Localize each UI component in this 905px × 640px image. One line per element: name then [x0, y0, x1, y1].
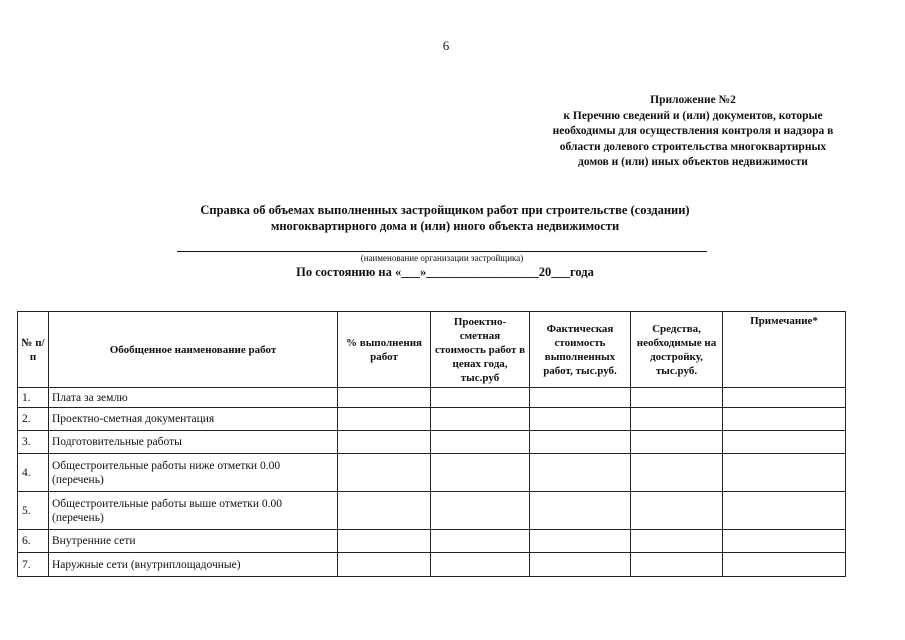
works-table: [17, 311, 846, 577]
row-work-name: Общестроительные работы выше отметки 0.00 (перечень): [49, 492, 338, 530]
cell-percent: [338, 408, 431, 431]
cell-note: [723, 388, 846, 408]
table-row: [18, 431, 846, 454]
cell-actual: [530, 431, 631, 454]
row-work-name: Внутренние сети: [49, 530, 338, 553]
row-number: 5.: [18, 492, 49, 530]
table-row: [18, 553, 846, 577]
table-row: [18, 492, 846, 530]
row-number: 7.: [18, 553, 49, 577]
cell-actual: [530, 530, 631, 553]
cell-estimate: [431, 408, 530, 431]
cell-actual: [530, 408, 631, 431]
cell-note: [723, 492, 846, 530]
row-number: 6.: [18, 530, 49, 553]
organization-name-caption: (наименование организации застройщика): [360, 253, 524, 263]
cell-actual: [530, 553, 631, 577]
appendix-line: необходимы для осуществления контроля и надзора в: [552, 125, 834, 137]
cell-percent: [338, 553, 431, 577]
cell-required: [631, 530, 723, 553]
cell-estimate: [431, 431, 530, 454]
cell-note: [723, 408, 846, 431]
table-row: [18, 530, 846, 553]
page-number: 6: [442, 38, 450, 53]
cell-estimate: [431, 530, 530, 553]
appendix-header: [520, 93, 866, 171]
document-title-line: многоквартирного дома и (или) иного объекта недвижимости: [270, 219, 620, 233]
cell-percent: [338, 454, 431, 492]
appendix-title: Приложение №2: [650, 94, 736, 106]
cell-note: [723, 553, 846, 577]
header-num: № п/п: [18, 312, 49, 388]
cell-estimate: [431, 454, 530, 492]
row-work-name: Наружные сети (внутриплощадочные): [49, 553, 338, 577]
cell-percent: [338, 431, 431, 454]
cell-actual: [530, 388, 631, 408]
as-of-date-line: По состоянию на «___»__________________20___года: [296, 265, 594, 279]
cell-required: [631, 388, 723, 408]
table-row: [18, 454, 846, 492]
header-estimate-cost: Проектно-сметная стоимость работ в ценах года, тыс.руб: [431, 312, 530, 388]
cell-percent: [338, 388, 431, 408]
cell-note: [723, 431, 846, 454]
table-row: [18, 388, 846, 408]
cell-note: [723, 454, 846, 492]
cell-required: [631, 408, 723, 431]
header-percent: % выполнения работ: [338, 312, 431, 388]
organization-name-line: [177, 251, 707, 252]
cell-required: [631, 454, 723, 492]
cell-required: [631, 553, 723, 577]
header-name: Обобщенное наименование работ: [49, 312, 338, 388]
row-work-name: Плата за землю: [49, 388, 338, 408]
cell-percent: [338, 530, 431, 553]
cell-estimate: [431, 388, 530, 408]
appendix-line: области долевого строительства многоквартирных: [559, 140, 827, 153]
header-required-funds: Средства, необходимые на достройку, тыс.руб.: [631, 312, 723, 388]
cell-estimate: [431, 553, 530, 577]
table-row: [18, 408, 846, 431]
row-work-name: Общестроительные работы ниже отметки 0.00 (перечень): [49, 454, 338, 492]
cell-estimate: [431, 492, 530, 530]
cell-actual: [530, 492, 631, 530]
row-number: 3.: [18, 431, 49, 454]
row-number: 4.: [18, 454, 49, 492]
appendix-line: к Перечню сведений и (или) документов, которые: [563, 109, 823, 122]
cell-percent: [338, 492, 431, 530]
cell-note: [723, 530, 846, 553]
header-actual-cost: Фактическая стоимость выполненных работ, тыс.руб.: [530, 312, 631, 388]
table-header-row: [18, 312, 846, 388]
header-note: Примечание*: [723, 312, 846, 388]
cell-required: [631, 431, 723, 454]
row-work-name: Проектно-сметная документация: [49, 408, 338, 431]
cell-actual: [530, 454, 631, 492]
cell-required: [631, 492, 723, 530]
appendix-line: домов и (или) иных объектов недвижимости: [578, 156, 808, 168]
row-number: 2.: [18, 408, 49, 431]
document-title-line: Справка об объемах выполненных застройщиком работ при строительстве (создании): [200, 203, 690, 217]
row-number: 1.: [18, 388, 49, 408]
document-title: [150, 202, 740, 234]
row-work-name: Подготовительные работы: [49, 431, 338, 454]
